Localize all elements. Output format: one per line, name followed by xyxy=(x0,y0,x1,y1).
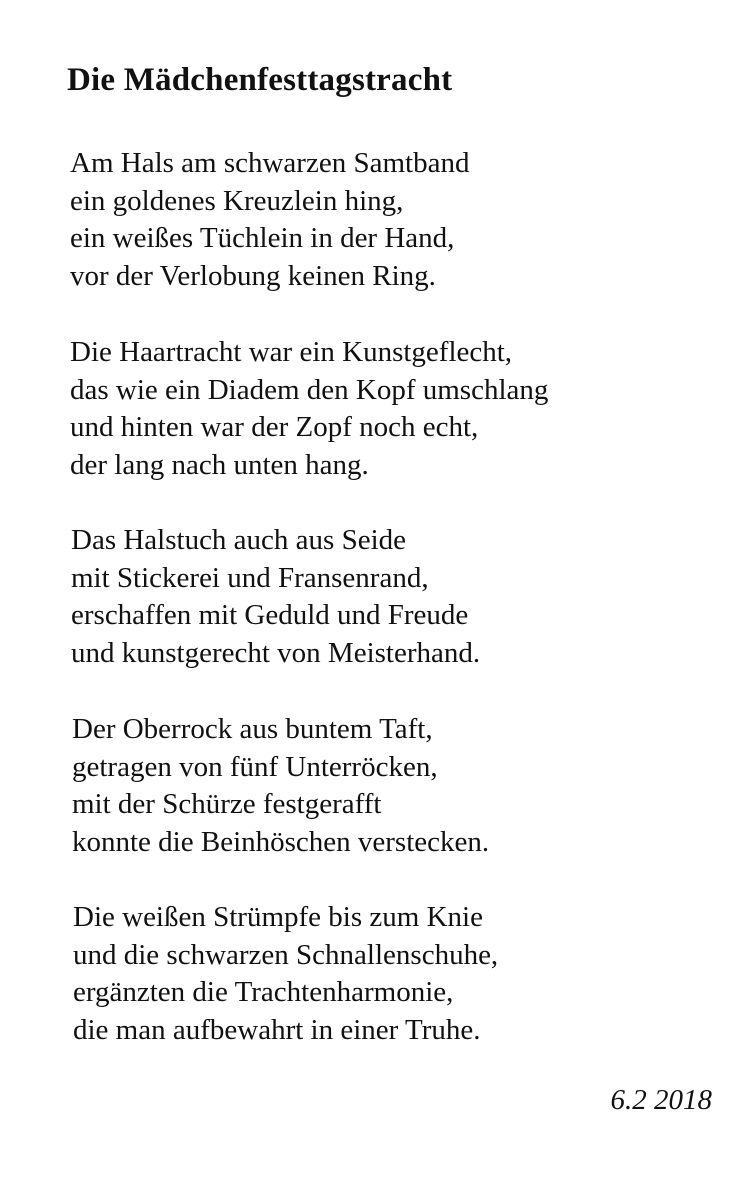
stanza-line: ergänzten die Trachtenharmonie, xyxy=(73,976,454,1009)
poem-date: 6.2 2018 xyxy=(610,1084,712,1116)
stanza-2 xyxy=(70,334,548,485)
stanza-line: Das Halstuch auch aus Seide xyxy=(71,524,407,556)
stanza-line: mit der Schürze festgerafft xyxy=(72,788,382,821)
stanza-line: erschaffen mit Geduld und Freude xyxy=(71,599,469,632)
stanza-line: vor der Verlobung keinen Ring. xyxy=(70,260,436,293)
poem-title: Die Mädchenfesttagstracht xyxy=(67,62,453,98)
stanza-line: die man aufbewahrt in einer Truhe. xyxy=(73,1014,481,1047)
stanza-line: getragen von fünf Unterröcken, xyxy=(72,750,438,783)
stanza-4 xyxy=(72,711,489,862)
stanza-1 xyxy=(70,145,469,296)
stanza-line: ein goldenes Kreuzlein hing, xyxy=(70,184,404,217)
stanza-line: und kunstgerecht von Meisterhand. xyxy=(71,637,481,670)
stanza-line: und die schwarzen Schnallenschuhe, xyxy=(73,938,499,971)
stanza-line: Am Hals am schwarzen Samtband xyxy=(70,147,470,179)
stanza-line: das wie ein Diadem den Kopf umschlang xyxy=(70,373,549,406)
stanza-5 xyxy=(73,899,498,1050)
stanza-3 xyxy=(71,522,480,673)
stanza-line: der lang nach unten hang. xyxy=(70,449,369,482)
stanza-line: ein weißes Tüchlein in der Hand, xyxy=(70,222,455,255)
stanza-line: mit Stickerei und Fransenrand, xyxy=(71,561,429,594)
stanza-line: Die Haartracht war ein Kunstgeflecht, xyxy=(70,336,513,368)
stanza-line: konnte die Beinhöschen verstecken. xyxy=(72,826,490,859)
stanza-line: Die weißen Strümpfe bis zum Knie xyxy=(73,901,483,933)
stanza-line: Der Oberrock aus buntem Taft, xyxy=(72,713,433,745)
stanza-line: und hinten war der Zopf noch echt, xyxy=(70,411,479,444)
